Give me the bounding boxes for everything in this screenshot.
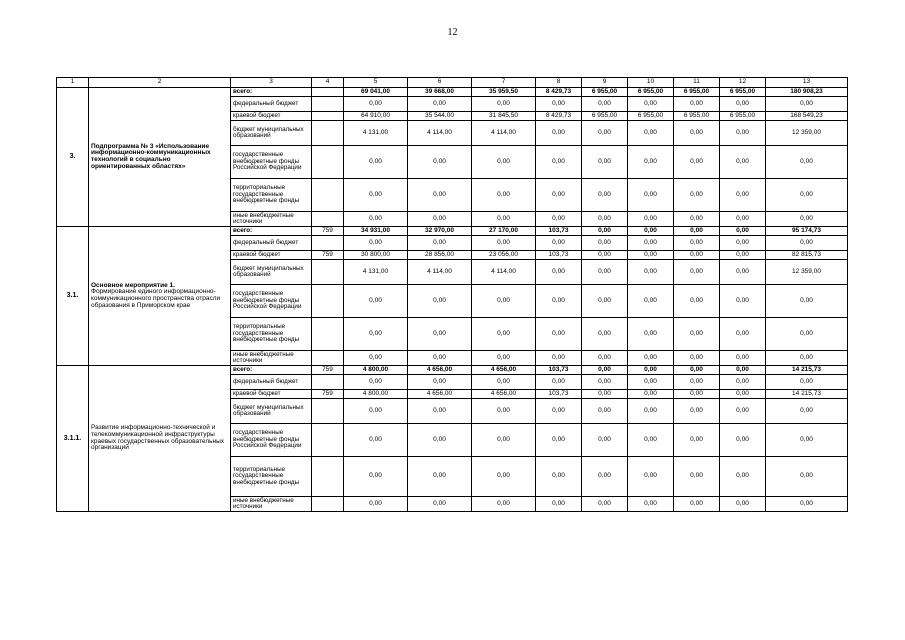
amount-cell: 0,00 <box>674 351 720 366</box>
budget-code <box>312 179 344 212</box>
amount-cell: 8 429,73 <box>536 88 582 97</box>
amount-cell: 0,00 <box>472 236 536 251</box>
amount-cell: 4 656,00 <box>408 366 472 375</box>
funding-source: краевой бюджет <box>231 251 312 260</box>
amount-cell: 12 359,00 <box>766 260 848 285</box>
budget-code <box>312 146 344 179</box>
budget-code <box>312 260 344 285</box>
amount-cell: 23 056,00 <box>472 251 536 260</box>
funding-source: краевой бюджет <box>231 112 312 121</box>
amount-cell: 0,00 <box>766 212 848 227</box>
amount-cell: 0,00 <box>674 121 720 146</box>
amount-cell: 0,00 <box>766 424 848 457</box>
amount-cell: 0,00 <box>408 318 472 351</box>
amount-cell: 0,00 <box>472 399 536 424</box>
amount-cell: 0,00 <box>766 457 848 497</box>
funding-source: государственные внебюджетные фонды Российской Федерации <box>231 285 312 318</box>
amount-cell: 0,00 <box>472 351 536 366</box>
amount-cell: 0,00 <box>766 146 848 179</box>
amount-cell: 0,00 <box>536 318 582 351</box>
budget-code <box>312 212 344 227</box>
amount-cell: 0,00 <box>582 366 628 375</box>
funding-source: всего: <box>231 366 312 375</box>
amount-cell: 0,00 <box>674 424 720 457</box>
amount-cell: 0,00 <box>582 260 628 285</box>
column-number-4: 4 <box>312 78 344 88</box>
budget-code <box>312 121 344 146</box>
budget-code <box>312 318 344 351</box>
amount-cell: 0,00 <box>720 390 766 399</box>
amount-cell: 0,00 <box>344 285 408 318</box>
funding-source: государственные внебюджетные фонды Российской Федерации <box>231 424 312 457</box>
budget-code <box>312 497 344 512</box>
amount-cell: 0,00 <box>408 212 472 227</box>
column-number-8: 8 <box>536 78 582 88</box>
amount-cell: 64 910,00 <box>344 112 408 121</box>
amount-cell: 0,00 <box>720 399 766 424</box>
amount-cell: 0,00 <box>582 424 628 457</box>
amount-cell: 0,00 <box>720 236 766 251</box>
amount-cell: 0,00 <box>628 366 674 375</box>
amount-cell: 4 114,00 <box>408 260 472 285</box>
amount-cell: 103,73 <box>536 251 582 260</box>
amount-cell: 0,00 <box>628 457 674 497</box>
column-number-9: 9 <box>582 78 628 88</box>
amount-cell: 0,00 <box>628 285 674 318</box>
amount-cell: 0,00 <box>536 179 582 212</box>
amount-cell: 0,00 <box>720 179 766 212</box>
amount-cell: 0,00 <box>628 227 674 236</box>
amount-cell: 0,00 <box>536 457 582 497</box>
funding-source: федеральный бюджет <box>231 375 312 390</box>
amount-cell: 0,00 <box>674 251 720 260</box>
amount-cell: 0,00 <box>628 236 674 251</box>
amount-cell: 0,00 <box>536 399 582 424</box>
amount-cell: 0,00 <box>536 497 582 512</box>
amount-cell: 0,00 <box>536 236 582 251</box>
amount-cell: 0,00 <box>674 236 720 251</box>
amount-cell: 0,00 <box>582 318 628 351</box>
funding-source: иные внебюджетные источники <box>231 497 312 512</box>
amount-cell: 31 845,50 <box>472 112 536 121</box>
amount-cell: 4 800,00 <box>344 366 408 375</box>
amount-cell: 0,00 <box>628 497 674 512</box>
amount-cell: 0,00 <box>582 375 628 390</box>
amount-cell: 0,00 <box>408 285 472 318</box>
financing-table <box>56 77 848 512</box>
amount-cell: 0,00 <box>674 399 720 424</box>
amount-cell: 0,00 <box>582 227 628 236</box>
amount-cell: 0,00 <box>628 251 674 260</box>
amount-cell: 4 131,00 <box>344 260 408 285</box>
amount-cell: 0,00 <box>344 212 408 227</box>
funding-source: территориальные государственные внебюджетные фонды <box>231 179 312 212</box>
amount-cell: 0,00 <box>628 179 674 212</box>
budget-code <box>312 88 344 97</box>
amount-cell: 0,00 <box>582 285 628 318</box>
amount-cell: 0,00 <box>536 351 582 366</box>
amount-cell: 0,00 <box>408 351 472 366</box>
amount-cell: 0,00 <box>344 97 408 112</box>
amount-cell: 0,00 <box>536 424 582 457</box>
amount-cell: 32 970,00 <box>408 227 472 236</box>
item-name <box>89 88 231 227</box>
amount-cell: 0,00 <box>472 212 536 227</box>
column-number-1: 1 <box>57 78 89 88</box>
amount-cell: 0,00 <box>720 227 766 236</box>
amount-cell: 0,00 <box>472 146 536 179</box>
amount-cell: 0,00 <box>674 497 720 512</box>
column-number-12: 12 <box>720 78 766 88</box>
amount-cell: 0,00 <box>582 146 628 179</box>
amount-cell: 0,00 <box>674 375 720 390</box>
budget-code: 759 <box>312 227 344 236</box>
amount-cell: 30 800,00 <box>344 251 408 260</box>
amount-cell: 8 429,73 <box>536 112 582 121</box>
funding-source: иные внебюджетные источники <box>231 351 312 366</box>
amount-cell: 14 215,73 <box>766 366 848 375</box>
amount-cell: 6 955,00 <box>582 88 628 97</box>
budget-code <box>312 97 344 112</box>
amount-cell: 0,00 <box>536 146 582 179</box>
amount-cell: 0,00 <box>408 424 472 457</box>
amount-cell: 4 114,00 <box>472 121 536 146</box>
amount-cell: 0,00 <box>720 121 766 146</box>
funding-source: всего: <box>231 88 312 97</box>
amount-cell: 0,00 <box>674 179 720 212</box>
amount-cell: 0,00 <box>582 497 628 512</box>
amount-cell: 0,00 <box>582 121 628 146</box>
amount-cell: 0,00 <box>408 179 472 212</box>
funding-source: федеральный бюджет <box>231 97 312 112</box>
amount-cell: 0,00 <box>408 236 472 251</box>
item-name-bold: Подпрограмма № 3 «Использование информационно-коммуникационных технологий в социально ориентированных областях» <box>91 142 211 170</box>
funding-source: всего: <box>231 227 312 236</box>
amount-cell: 0,00 <box>628 424 674 457</box>
amount-cell: 0,00 <box>766 97 848 112</box>
amount-cell: 0,00 <box>766 375 848 390</box>
amount-cell: 0,00 <box>582 236 628 251</box>
amount-cell: 0,00 <box>720 285 766 318</box>
amount-cell: 28 856,00 <box>408 251 472 260</box>
funding-source: государственные внебюджетные фонды Российской Федерации <box>231 146 312 179</box>
funding-source: федеральный бюджет <box>231 236 312 251</box>
amount-cell: 35 959,50 <box>472 88 536 97</box>
amount-cell: 0,00 <box>472 97 536 112</box>
amount-cell: 0,00 <box>628 121 674 146</box>
column-number-3: 3 <box>231 78 312 88</box>
amount-cell: 82 815,73 <box>766 251 848 260</box>
amount-cell: 168 549,23 <box>766 112 848 121</box>
column-number-2: 2 <box>89 78 231 88</box>
column-number-5: 5 <box>344 78 408 88</box>
amount-cell: 0,00 <box>674 390 720 399</box>
amount-cell: 0,00 <box>344 375 408 390</box>
amount-cell: 0,00 <box>674 366 720 375</box>
amount-cell: 0,00 <box>720 318 766 351</box>
budget-code <box>312 457 344 497</box>
amount-cell: 0,00 <box>674 285 720 318</box>
amount-cell: 27 170,00 <box>472 227 536 236</box>
amount-cell: 0,00 <box>582 251 628 260</box>
amount-cell: 0,00 <box>628 97 674 112</box>
amount-cell: 4 656,00 <box>472 390 536 399</box>
amount-cell: 4 114,00 <box>472 260 536 285</box>
amount-cell: 0,00 <box>674 212 720 227</box>
amount-cell: 4 131,00 <box>344 121 408 146</box>
amount-cell: 0,00 <box>720 366 766 375</box>
amount-cell: 0,00 <box>674 97 720 112</box>
amount-cell: 0,00 <box>582 390 628 399</box>
amount-cell: 0,00 <box>536 121 582 146</box>
amount-cell: 0,00 <box>582 179 628 212</box>
amount-cell: 39 668,00 <box>408 88 472 97</box>
funding-source: бюджет муниципальных образований <box>231 399 312 424</box>
amount-cell: 0,00 <box>344 351 408 366</box>
amount-cell: 4 656,00 <box>472 366 536 375</box>
amount-cell: 0,00 <box>674 260 720 285</box>
budget-code <box>312 351 344 366</box>
amount-cell: 0,00 <box>536 97 582 112</box>
amount-cell: 6 955,00 <box>674 112 720 121</box>
amount-cell: 0,00 <box>628 212 674 227</box>
amount-cell: 4 114,00 <box>408 121 472 146</box>
amount-cell: 0,00 <box>344 457 408 497</box>
amount-cell: 0,00 <box>674 318 720 351</box>
budget-code <box>312 285 344 318</box>
amount-cell: 0,00 <box>674 227 720 236</box>
item-index: 3.1. <box>57 227 89 366</box>
amount-cell: 0,00 <box>582 399 628 424</box>
amount-cell: 0,00 <box>766 497 848 512</box>
amount-cell: 0,00 <box>720 146 766 179</box>
amount-cell: 0,00 <box>720 457 766 497</box>
amount-cell: 0,00 <box>408 497 472 512</box>
amount-cell: 0,00 <box>720 497 766 512</box>
table-row <box>57 366 848 375</box>
amount-cell: 0,00 <box>674 457 720 497</box>
table-body <box>57 78 848 512</box>
amount-cell: 34 931,00 <box>344 227 408 236</box>
amount-cell: 6 955,00 <box>720 88 766 97</box>
amount-cell: 0,00 <box>628 390 674 399</box>
amount-cell: 0,00 <box>720 375 766 390</box>
budget-code <box>312 424 344 457</box>
funding-source: иные внебюджетные источники <box>231 212 312 227</box>
amount-cell: 0,00 <box>472 424 536 457</box>
amount-cell: 6 955,00 <box>674 88 720 97</box>
item-name-text: Формирование единого информационно-коммуникационного пространства отрасли образования в Приморском крае <box>91 288 221 309</box>
amount-cell: 0,00 <box>582 212 628 227</box>
amount-cell: 0,00 <box>536 285 582 318</box>
amount-cell: 0,00 <box>408 399 472 424</box>
amount-cell: 103,73 <box>536 227 582 236</box>
amount-cell: 0,00 <box>582 97 628 112</box>
amount-cell: 0,00 <box>472 375 536 390</box>
amount-cell: 6 955,00 <box>628 88 674 97</box>
budget-code <box>312 236 344 251</box>
amount-cell: 0,00 <box>720 212 766 227</box>
column-number-11: 11 <box>674 78 720 88</box>
column-number-10: 10 <box>628 78 674 88</box>
amount-cell: 0,00 <box>344 179 408 212</box>
amount-cell: 0,00 <box>536 212 582 227</box>
funding-source: бюджет муниципальных образований <box>231 121 312 146</box>
amount-cell: 6 955,00 <box>582 112 628 121</box>
funding-source: краевой бюджет <box>231 390 312 399</box>
funding-source: территориальные государственные внебюджетные фонды <box>231 457 312 497</box>
amount-cell: 4 800,00 <box>344 390 408 399</box>
amount-cell: 0,00 <box>472 285 536 318</box>
amount-cell: 0,00 <box>408 457 472 497</box>
table-row <box>57 227 848 236</box>
item-name-bold: Основное мероприятие 1. <box>91 281 175 289</box>
amount-cell: 0,00 <box>720 260 766 285</box>
amount-cell: 0,00 <box>720 251 766 260</box>
amount-cell: 0,00 <box>472 318 536 351</box>
amount-cell: 0,00 <box>536 260 582 285</box>
column-number-6: 6 <box>408 78 472 88</box>
table-row <box>57 88 848 97</box>
amount-cell: 0,00 <box>720 424 766 457</box>
amount-cell: 0,00 <box>766 318 848 351</box>
amount-cell: 95 174,73 <box>766 227 848 236</box>
column-number-13: 13 <box>766 78 848 88</box>
amount-cell: 0,00 <box>628 351 674 366</box>
amount-cell: 103,73 <box>536 366 582 375</box>
amount-cell: 0,00 <box>472 457 536 497</box>
amount-cell: 180 908,23 <box>766 88 848 97</box>
amount-cell: 0,00 <box>766 399 848 424</box>
amount-cell: 0,00 <box>408 375 472 390</box>
amount-cell: 35 544,00 <box>408 112 472 121</box>
amount-cell: 0,00 <box>344 497 408 512</box>
amount-cell: 0,00 <box>766 236 848 251</box>
amount-cell: 0,00 <box>344 424 408 457</box>
amount-cell: 0,00 <box>536 375 582 390</box>
amount-cell: 0,00 <box>472 497 536 512</box>
amount-cell: 14 215,73 <box>766 390 848 399</box>
amount-cell: 0,00 <box>766 351 848 366</box>
funding-source: территориальные государственные внебюджетные фонды <box>231 318 312 351</box>
amount-cell: 4 656,00 <box>408 390 472 399</box>
item-index: 3.1.1. <box>57 366 89 512</box>
amount-cell: 0,00 <box>582 351 628 366</box>
budget-code: 759 <box>312 251 344 260</box>
amount-cell: 0,00 <box>344 318 408 351</box>
amount-cell: 0,00 <box>628 399 674 424</box>
item-name <box>89 227 231 366</box>
amount-cell: 12 359,00 <box>766 121 848 146</box>
amount-cell: 0,00 <box>766 179 848 212</box>
amount-cell: 0,00 <box>408 146 472 179</box>
amount-cell: 0,00 <box>344 236 408 251</box>
amount-cell: 103,73 <box>536 390 582 399</box>
amount-cell: 0,00 <box>344 399 408 424</box>
amount-cell: 0,00 <box>766 285 848 318</box>
budget-code <box>312 375 344 390</box>
amount-cell: 0,00 <box>720 97 766 112</box>
amount-cell: 0,00 <box>408 97 472 112</box>
amount-cell: 0,00 <box>628 318 674 351</box>
budget-code: 759 <box>312 390 344 399</box>
column-number-7: 7 <box>472 78 536 88</box>
amount-cell: 0,00 <box>628 375 674 390</box>
budget-code: 759 <box>312 366 344 375</box>
amount-cell: 0,00 <box>720 351 766 366</box>
funding-source: бюджет муниципальных образований <box>231 260 312 285</box>
amount-cell: 0,00 <box>674 146 720 179</box>
amount-cell: 0,00 <box>582 457 628 497</box>
amount-cell: 0,00 <box>628 146 674 179</box>
budget-code <box>312 399 344 424</box>
amount-cell: 0,00 <box>628 260 674 285</box>
amount-cell: 69 041,00 <box>344 88 408 97</box>
amount-cell: 6 955,00 <box>628 112 674 121</box>
item-index: 3. <box>57 88 89 227</box>
amount-cell: 6 955,00 <box>720 112 766 121</box>
item-name-text: Развитие информационно-технической и телекоммуникационной инфраструктуры краевых государственных образовательных организаций <box>91 424 225 452</box>
column-number-row <box>57 78 848 88</box>
page-number: 12 <box>447 27 458 38</box>
budget-code <box>312 112 344 121</box>
amount-cell: 0,00 <box>472 179 536 212</box>
amount-cell: 0,00 <box>344 146 408 179</box>
item-name <box>89 366 231 512</box>
